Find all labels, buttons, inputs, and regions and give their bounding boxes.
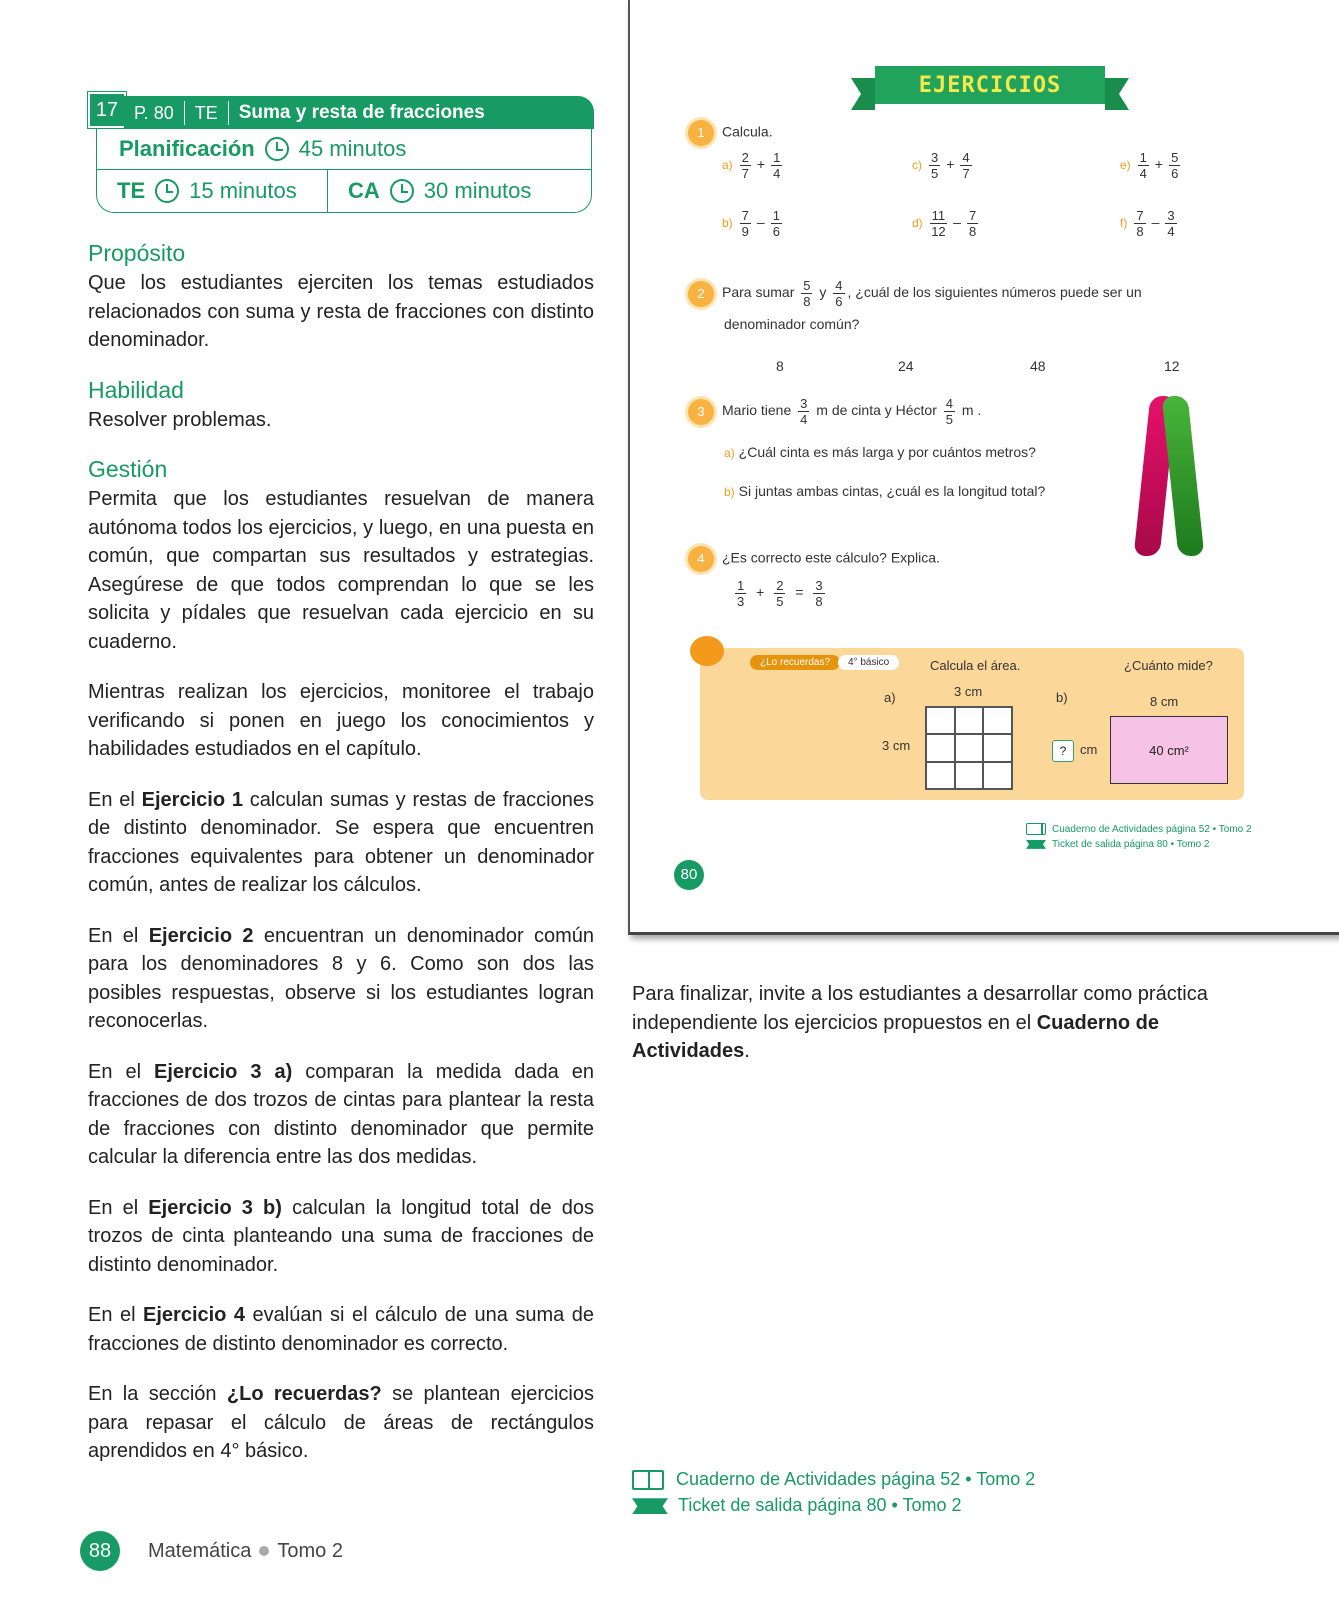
numerator: 2: [776, 578, 784, 593]
item-label: d): [912, 216, 923, 231]
alarm-clock-icon: [155, 179, 179, 203]
text: y: [819, 284, 827, 301]
fraction: [740, 150, 751, 181]
ca-cell: [328, 170, 531, 212]
ejercicio-3a-paragraph: [88, 1058, 594, 1172]
ejercicio-1-paragraph: [88, 786, 594, 900]
text: En la sección: [88, 1383, 227, 1405]
book-refs: [1026, 822, 1252, 852]
denominator: 7: [962, 166, 970, 181]
numerator: 7: [1136, 208, 1144, 223]
denominator: 12: [931, 224, 946, 239]
text: Cuaderno de Actividades página 52 • Tomo 2: [676, 1469, 1036, 1489]
denominator: 4: [1167, 224, 1175, 239]
teacher-guide-column: [88, 90, 594, 1466]
fraction: [929, 150, 940, 181]
denominator: 4: [800, 412, 808, 427]
numerator: 1: [773, 150, 781, 165]
numerator: 5: [1171, 150, 1179, 165]
text: En el: [88, 788, 142, 811]
lesson-title: Suma y resta de fracciones: [238, 101, 485, 123]
ejercicio-3b-paragraph: [88, 1194, 594, 1280]
item-label: b): [722, 216, 733, 231]
time-split-row: [97, 170, 591, 212]
text: .: [744, 1040, 750, 1062]
te-cell: [97, 170, 328, 212]
numerator: 5: [803, 278, 811, 293]
grid-cell: [926, 734, 955, 761]
text: m .: [961, 402, 982, 419]
right-column: [632, 980, 1214, 1088]
operator: –: [953, 214, 961, 231]
numerator: 3: [1167, 208, 1175, 223]
denominator: 4: [773, 166, 781, 181]
text: calculan sumas y restas de fracciones de distinto denominador. Se espera que encuentren fracciones equivalentes para obtener un denominador común, antes de realizar los cálculos.: [88, 788, 594, 896]
item-label: a): [722, 158, 733, 173]
numerator: 3: [931, 150, 939, 165]
book-page-number: 80: [674, 860, 704, 890]
calc-item: [1120, 150, 1183, 181]
denominator: 8: [815, 594, 823, 609]
operator: =: [795, 584, 804, 601]
option: 24: [898, 358, 914, 374]
calc-item: [722, 150, 785, 181]
question-3b: [724, 483, 1045, 499]
ejercicios-banner: EJERCICIOS: [875, 66, 1105, 104]
text: se plantean ejercicios para repasar el cálculo de áreas de rectángulos aprendidos en 4° básico.: [88, 1383, 595, 1462]
option: 48: [1030, 358, 1046, 374]
lo-recuerdas-tag: ¿Lo recuerdas?: [750, 655, 840, 670]
final-paragraph: [632, 980, 1214, 1066]
level-tag: 4° básico: [838, 655, 899, 670]
calc-area-text: Calcula el área.: [930, 658, 1021, 673]
fraction: [774, 578, 785, 609]
question-4: [688, 546, 940, 572]
grid-cell: [955, 734, 984, 761]
te-label: TE: [117, 178, 146, 203]
text: calculan la longitud total de dos trozos de cinta planteando una suma de fracciones de distinto denominador.: [88, 1196, 594, 1276]
planning-row: [97, 129, 591, 170]
operator: –: [756, 214, 765, 231]
question-number: 4: [688, 546, 714, 572]
text: , ¿cuál de los siguientes números puede ser un: [847, 284, 1142, 301]
grid-cell: [926, 762, 955, 789]
habilidad-heading: Habilidad: [88, 376, 184, 403]
fraction: [740, 208, 751, 239]
item-label: b): [724, 485, 735, 499]
item-label: a): [724, 446, 735, 460]
page-ref: P. 80: [124, 101, 185, 125]
denominator: 6: [835, 294, 843, 309]
question-1: [688, 120, 773, 146]
grid-cell: [983, 707, 1012, 734]
notebook-icon: [632, 1470, 664, 1490]
calc-item: [912, 208, 981, 239]
ticket-icon: [1026, 840, 1046, 849]
lesson-title-bar: [124, 96, 594, 129]
text: Para sumar: [722, 284, 795, 301]
notebook-icon: [1026, 823, 1046, 835]
bold-text: Ejercicio 3 b): [148, 1196, 282, 1219]
numerator: 1: [737, 578, 745, 593]
denominator: 5: [945, 412, 954, 427]
text: comparan la medida dada en fracciones de dos trozos de cintas para plantear la resta de fracciones con distinto denominador que permite calcular la diferencia entre las dos medidas.: [88, 1060, 594, 1168]
numerator: 3: [800, 396, 808, 411]
tomo: Tomo 2: [277, 1539, 343, 1562]
student-book-page: [628, 0, 1339, 935]
ref-cuaderno: [1026, 822, 1252, 837]
question-2: [688, 278, 1142, 309]
calc-item: [1120, 208, 1180, 239]
ticket-ref: [632, 1492, 1035, 1518]
question-number: 1: [688, 120, 714, 146]
numerator: 7: [741, 208, 749, 223]
denominator: 9: [741, 224, 749, 239]
numerator: 4: [945, 396, 954, 411]
question-2-line2: denominador común?: [724, 316, 860, 332]
lesson-header: [88, 90, 594, 218]
activity-references: [632, 1466, 1035, 1518]
denominator: 8: [1136, 224, 1144, 239]
text: m de cinta y Héctor: [816, 402, 937, 419]
grid-cell: [955, 762, 984, 789]
fraction: [833, 278, 844, 309]
gestion-paragraph-1: Permita que los estudiantes resuelvan de manera autónoma todos los ejercicios, y luego, en una puesta en común, que compartan sus resultados y estrategias. Asegúrese de que todos comprendan lo que se les solicita y pídales que resuelvan cada ejercicio en su cuaderno.: [88, 488, 594, 653]
lesson-number: 17: [88, 92, 126, 128]
question-3a: [724, 444, 1036, 460]
option: 12: [1164, 358, 1180, 374]
text: En el: [88, 1196, 149, 1219]
unknown-box: ?: [1052, 740, 1074, 762]
question-4-calc: [732, 578, 828, 609]
fraction: [944, 396, 955, 427]
fraction: [801, 278, 812, 309]
ca-label: CA: [348, 178, 380, 203]
text: Ticket de salida página 80 • Tomo 2: [1052, 839, 1210, 850]
item-label: f): [1120, 216, 1128, 231]
operator: –: [1151, 214, 1160, 231]
denominator: 8: [968, 224, 977, 239]
lo-recuerdas-paragraph: [88, 1380, 594, 1466]
planning-label: Planificación: [119, 136, 255, 161]
alarm-clock-icon: [390, 179, 414, 203]
denominator: 6: [772, 224, 780, 239]
numerator: 3: [815, 578, 823, 593]
habilidad-text: Resolver problemas.: [88, 408, 272, 431]
denominator: 5: [931, 166, 939, 181]
text: ¿Es correcto este cálculo? Explica.: [722, 549, 940, 566]
text: encuentran un denominador común para los denominadores 8 y 6. Como son dos las posibles respuestas, observe si los estudiantes logran reconocerlas.: [88, 924, 594, 1032]
green-ribbon-illustration: [1162, 396, 1205, 556]
ejercicio-4-paragraph: [88, 1301, 594, 1358]
numerator: 4: [962, 150, 970, 165]
denominator: 3: [737, 594, 745, 609]
te-ref: TE: [185, 101, 229, 125]
denominator: 5: [776, 594, 784, 609]
page-footer: [80, 1531, 343, 1571]
fraction: [1134, 208, 1145, 239]
question-number: 2: [688, 281, 714, 307]
fraction: [967, 208, 978, 239]
page-number: 88: [80, 1531, 120, 1571]
ca-time: 30 minutos: [423, 178, 532, 203]
fraction: [771, 150, 782, 181]
gestion-heading: Gestión: [88, 456, 168, 482]
te-time: 15 minutos: [189, 178, 297, 203]
calc-item: [912, 150, 975, 181]
text: Cuaderno de Actividades página 52 • Tomo 2: [1052, 824, 1252, 835]
grid-cell: [926, 707, 955, 734]
text: Ticket de salida página 80 • Tomo 2: [678, 1495, 962, 1515]
unit-label: cm: [1080, 742, 1098, 757]
alarm-clock-icon: [265, 137, 289, 161]
fraction: [771, 208, 782, 239]
numerator: 11: [931, 208, 946, 223]
pink-rectangle: [1110, 716, 1228, 784]
bold-text: ¿Lo recuerdas?: [226, 1383, 382, 1405]
proposito-text: Que los estudiantes ejerciten los temas estudiados relacionados con suma y resta de fracciones con distinto denominador.: [88, 272, 594, 351]
dimension-label: 8 cm: [1150, 694, 1179, 709]
fraction: [1165, 208, 1176, 239]
fraction: [798, 396, 809, 427]
text: evalúan si el cálculo de una suma de fracciones de distinto denominador es correcto.: [88, 1304, 595, 1355]
fraction: [960, 150, 971, 181]
fraction: [813, 578, 824, 609]
ref-ticket: [1026, 837, 1252, 852]
bold-text: Ejercicio 2: [148, 924, 254, 947]
denominator: 7: [741, 166, 749, 181]
cuanto-mide-text: ¿Cuánto mide?: [1124, 658, 1213, 673]
fraction: [1138, 150, 1149, 181]
planning-box: [96, 129, 592, 213]
grid-cell: [955, 707, 984, 734]
text: ¿Cuál cinta es más larga y por cuántos metros?: [738, 444, 1036, 460]
cuaderno-ref: [632, 1466, 1035, 1492]
planning-time: 45 minutos: [298, 136, 407, 161]
numerator: 7: [968, 208, 977, 223]
item-label: c): [912, 158, 922, 173]
subject: Matemática: [148, 1539, 252, 1562]
monkey-icon: [690, 636, 724, 666]
operator: +: [1154, 156, 1164, 173]
numerator: 2: [741, 150, 749, 165]
denominator: 8: [803, 294, 811, 309]
question-number: 3: [688, 399, 714, 425]
square-grid: [925, 706, 1013, 790]
fraction: [735, 578, 746, 609]
proposito-heading: Propósito: [88, 240, 186, 266]
option: 8: [776, 358, 784, 374]
bold-text: Ejercicio 4: [143, 1304, 246, 1326]
operator: +: [756, 584, 765, 601]
question-3: [688, 396, 981, 427]
ticket-icon: [632, 1498, 668, 1514]
operator: +: [756, 156, 766, 173]
lo-recuerdas-box: [700, 648, 1244, 800]
fraction: [930, 208, 948, 239]
dimension-label: 3 cm: [954, 684, 983, 699]
grid-cell: [983, 734, 1012, 761]
bold-text: Ejercicio 3 a): [154, 1060, 293, 1083]
question-text: Calcula.: [722, 123, 773, 140]
grid-cell: [983, 762, 1012, 789]
denominator: 6: [1171, 166, 1179, 181]
text: En el: [88, 924, 149, 947]
area-label: 40 cm²: [1149, 742, 1189, 758]
ejercicio-2-paragraph: [88, 922, 594, 1036]
text: En el: [88, 1060, 154, 1083]
denominator: 4: [1139, 166, 1147, 181]
text: Si juntas ambas cintas, ¿cuál es la longitud total?: [738, 483, 1046, 499]
numerator: 4: [835, 278, 843, 293]
dimension-label: 3 cm: [882, 738, 911, 753]
item-label: b): [1056, 690, 1068, 705]
text: En el: [88, 1304, 144, 1326]
bold-text: Cuaderno de Actividades: [632, 1011, 1159, 1062]
fraction: [1169, 150, 1180, 181]
numerator: 1: [772, 208, 780, 223]
item-label: e): [1120, 158, 1131, 173]
text: Mario tiene: [722, 402, 792, 419]
numerator: 1: [1139, 150, 1147, 165]
operator: +: [946, 156, 955, 173]
separator-dot: [259, 1546, 269, 1556]
bold-text: Ejercicio 1: [141, 788, 243, 811]
text: Para finalizar, invite a los estudiantes a desarrollar como práctica independiente los ejercicios propuestos en el: [632, 983, 1208, 1034]
item-label: a): [884, 690, 896, 705]
gestion-paragraph-2: Mientras realizan los ejercicios, monitoree el trabajo verificando si ponen en juego los conocimientos y habilidades estudiados en el capítulo.: [88, 681, 594, 760]
calc-item: [722, 208, 785, 239]
